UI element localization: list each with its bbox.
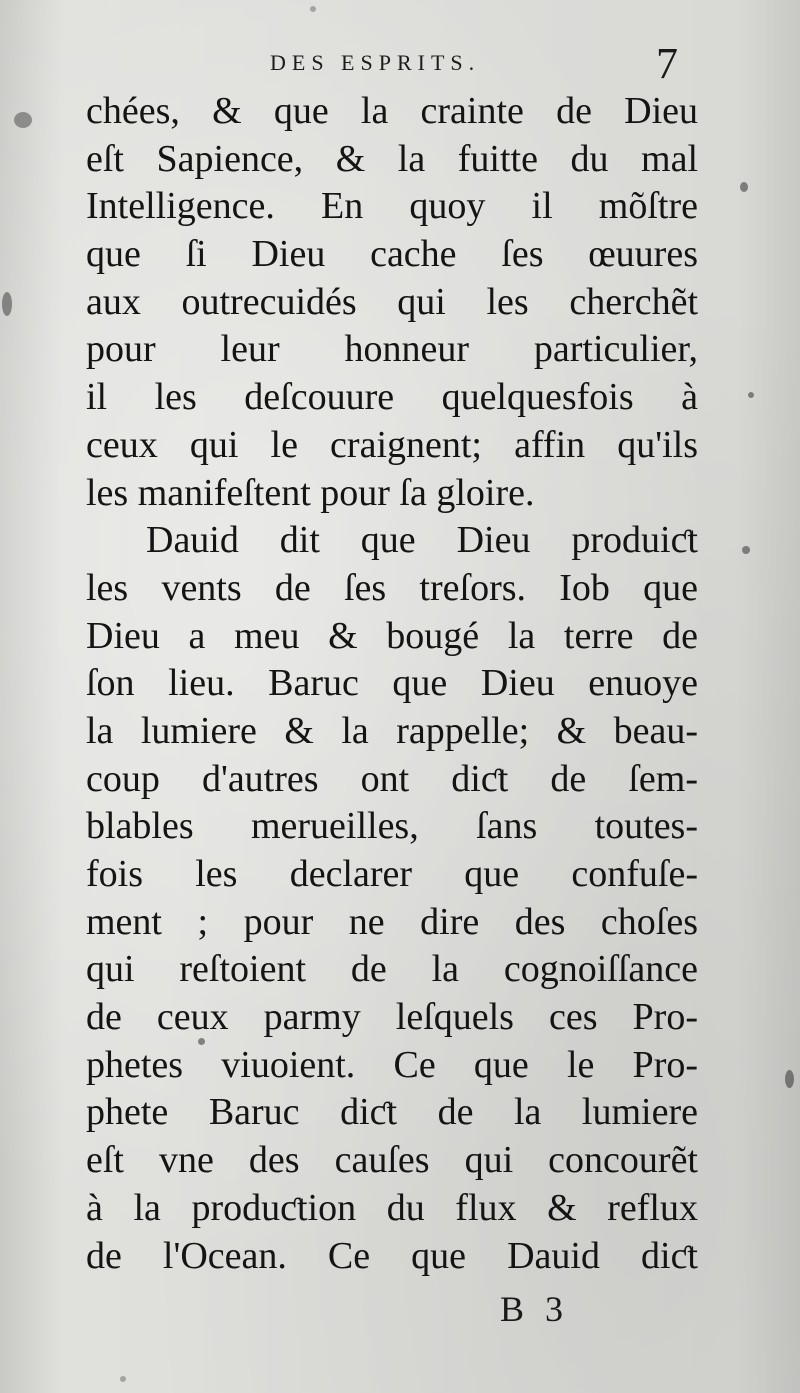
text-line: de l'Ocean. Ce que Dauid diƈt: [86, 1234, 698, 1277]
text-line: Intelligence. En quoy il mõſtre: [86, 185, 698, 228]
text-line: Dieu a meu & bougé la terre de: [86, 614, 698, 657]
text-line: coup d'autres ont diƈt de ſem-: [86, 757, 698, 800]
running-head: DES ESPRITS.: [270, 50, 481, 75]
signature-mark: B 3: [500, 1289, 570, 1329]
ink-speck: [785, 1070, 794, 1088]
text-line: la lumiere & la rappelle; & beau-: [86, 709, 698, 752]
text-line: eſt vne des cauſes qui concourẽt: [86, 1139, 698, 1182]
ink-speck: [2, 292, 12, 316]
text-line: phete Baruc diƈt de la lumiere: [86, 1091, 698, 1134]
text-line: phetes viuoient. Ce que le Pro-: [86, 1043, 698, 1086]
text-line: fois les declarer que confuſe-: [86, 853, 698, 895]
text-line: ceux qui le craignent; affin qu'ils: [86, 423, 698, 466]
ink-speck: [748, 392, 754, 398]
text-line: que ſi Dieu cache ſes œuures: [86, 233, 698, 276]
text-line: ment ; pour ne dire des choſes: [86, 900, 698, 943]
text-line: de ceux parmy leſquels ces Pro-: [86, 996, 698, 1039]
text-line: pour leur honneur particulier,: [86, 328, 698, 371]
body-text: [86, 88, 698, 1280]
ink-speck: [14, 112, 32, 128]
ink-speck: [310, 6, 316, 12]
text-line: il les deſcouure quelquesfois à: [86, 376, 698, 419]
ink-speck: [742, 546, 750, 554]
paragraph-start-line: Dauid dit que Dieu produiƈt: [146, 519, 698, 562]
text-line: eſt Sapience, & la fuitte du mal: [86, 137, 698, 180]
page-number: 7: [656, 39, 678, 88]
text-line: les manifeſtent pour ſa gloire.: [86, 471, 535, 514]
text-line: aux outrecuidés qui les cherchẽt: [86, 280, 698, 323]
ink-speck: [120, 1376, 126, 1382]
text-line: qui reſtoient de la cognoiſſance: [86, 948, 698, 991]
text-line: à la produƈtion du flux & reflux: [86, 1186, 698, 1229]
text-line: blables merueilles, ſans toutes-: [86, 805, 698, 848]
text-line: chées, & que la crainte de Dieu: [86, 90, 698, 132]
ink-speck: [740, 182, 748, 192]
text-line: les vents de ſes treſors. Iob que: [86, 566, 698, 609]
text-line: ſon lieu. Baruc que Dieu enuoye: [86, 662, 698, 705]
